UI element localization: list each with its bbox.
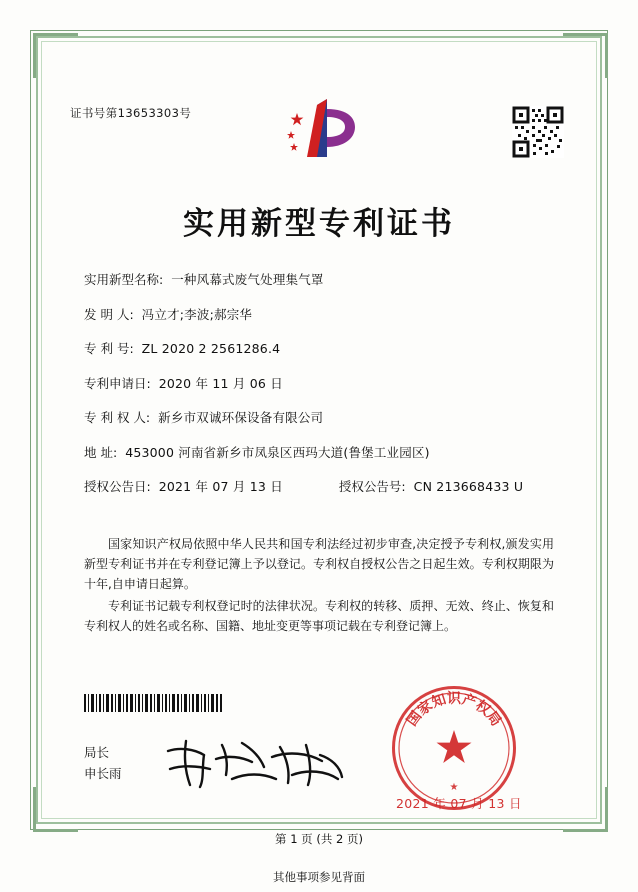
field-value: 453000 河南省新乡市凤泉区西玛大道(鲁堡工业园区) [125, 444, 430, 460]
field-value-grant-date: 2021 年 07 月 13 日 [158, 479, 283, 494]
certificate-number: 证书号第13653303号 [70, 106, 192, 120]
field-value-grant-number: CN 213668433 U [413, 479, 524, 494]
legal-text [84, 534, 554, 638]
field-label: 地 址: [84, 444, 118, 460]
field-row-inventors [84, 305, 554, 323]
field-row-address [84, 443, 554, 461]
field-row-grant [84, 477, 554, 495]
field-value: ZL 2020 2 2561286.4 [141, 341, 281, 356]
corner-ornament-bottom-right [563, 787, 608, 832]
director-title-label: 局长 [84, 745, 110, 760]
corner-ornament-top-left [33, 33, 78, 78]
field-label: 发 明 人: [84, 306, 134, 322]
paragraph-1: 国家知识产权局依照中华人民共和国专利法经过初步审查,决定授予专利权,颁发实用新型专利证书并在专利登记簿上予以登记。专利权自授权公告之日起生效。专利权期限为十年,自申请日起算。 [84, 537, 554, 591]
field-label: 实用新型名称: [84, 272, 164, 287]
field-label-grant-number: 授权公告号: [338, 479, 406, 494]
field-value: 2020 年 11 月 06 日 [158, 375, 283, 391]
official-seal [392, 686, 516, 810]
seal-arc-text: 国家知识产权局 [403, 691, 505, 730]
svg-text:国家知识产权局 [403, 690, 504, 729]
field-row-name [84, 270, 554, 288]
field-label-grant-date: 授权公告日: [84, 479, 151, 494]
field-value: 一种风幕式废气处理集气罩 [171, 272, 324, 287]
corner-ornament-top-right [563, 33, 608, 78]
field-value: 新乡市双诚环保设备有限公司 [158, 410, 324, 425]
field-row-patentee [84, 408, 554, 426]
barcode [84, 694, 224, 712]
field-value: 冯立才;李波;郝宗华 [141, 306, 253, 322]
field-group-grant-publication [339, 477, 523, 495]
field-row-application-date [84, 374, 554, 392]
director-name-label: 申长雨 [84, 766, 122, 781]
field-row-patent-number [84, 339, 554, 357]
page-indicator: 第 1 页 (共 2 页) [275, 832, 363, 846]
handwritten-signature [160, 735, 350, 793]
corner-ornament-bottom-left [33, 787, 78, 832]
field-label: 专利申请日: [84, 375, 151, 391]
field-label: 专 利 号: [84, 341, 134, 356]
field-list [84, 270, 554, 512]
qr-code-icon [512, 106, 564, 158]
signature-block [84, 742, 122, 784]
field-label: 专 利 权 人: [84, 410, 151, 425]
seal-date: 2021 年 07 月 13 日 [396, 796, 522, 811]
seal-bottom-text: ★ [449, 782, 459, 793]
page-title: 实用新型专利证书 [183, 206, 455, 242]
paragraph-2: 专利证书记载专利权登记时的法律状况。专利权的转移、质押、无效、终止、恢复和专利权人的姓名或名称、国籍、地址变更等事项记载在专利登记簿上。 [84, 599, 554, 633]
footnote: 其他事项参见背面 [273, 870, 365, 884]
cnipa-logo-icon [283, 95, 363, 167]
